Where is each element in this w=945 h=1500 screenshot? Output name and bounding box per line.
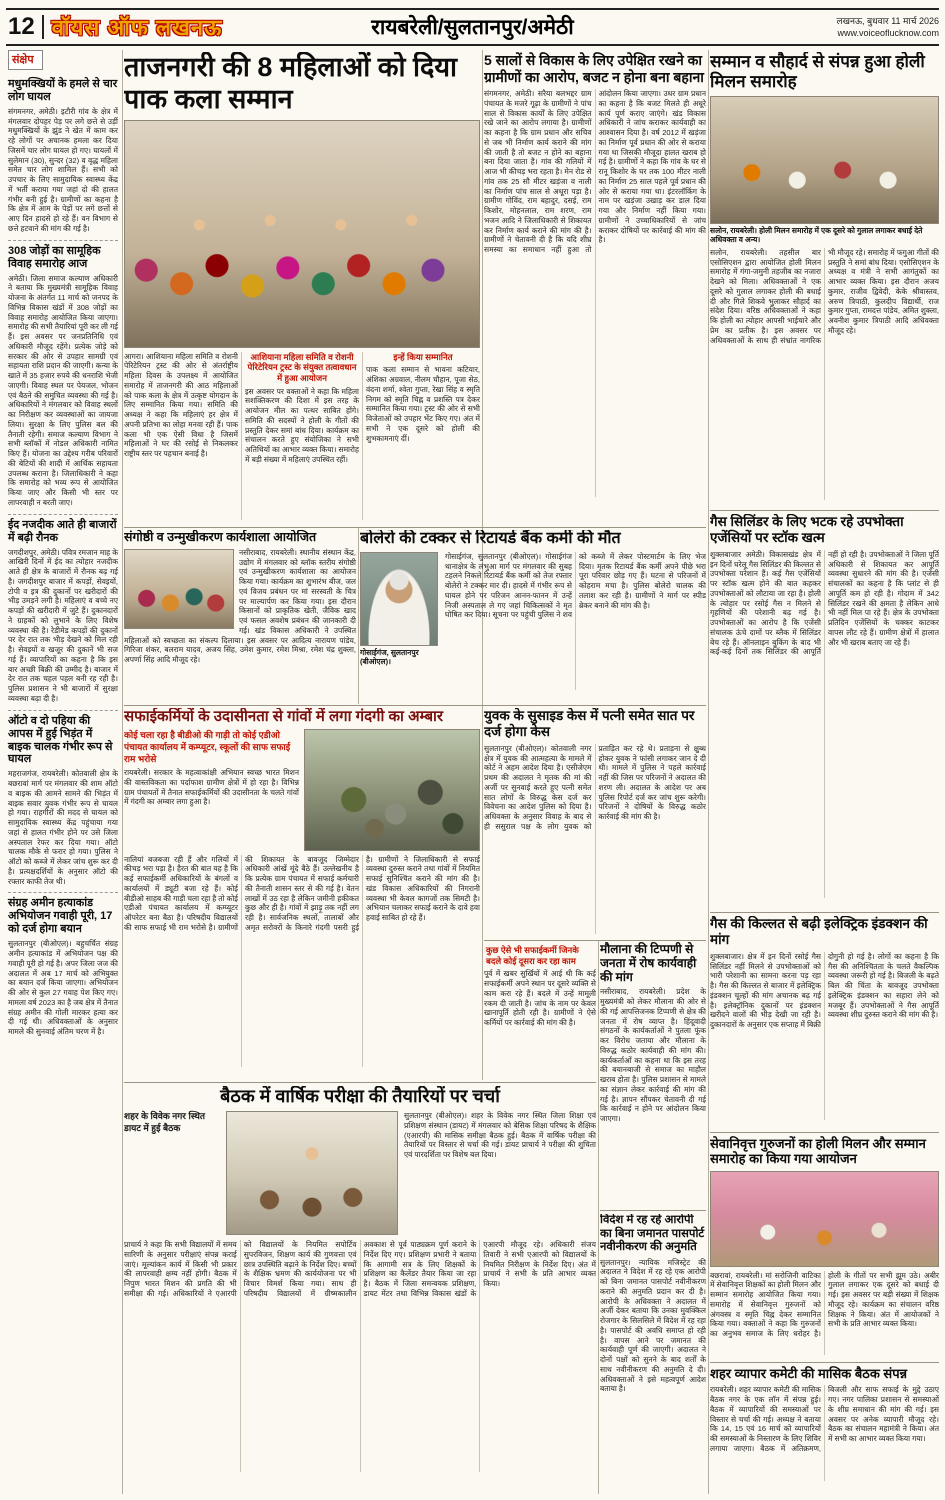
bolero-photo-caption: गोसाईगंज, सुलतानपुर (बीओएल)। [360,647,419,667]
lead-body [124,352,480,520]
article-seminar-workshop [124,530,356,702]
bank-retiree-portrait-photo [360,552,438,646]
briefs-section-label: संक्षेप [8,50,43,70]
section-divider [710,1362,939,1363]
trade-headline: शहर व्यापार कमेटी की मासिक बैठक संपन्न [710,1366,908,1381]
masthead-right [836,15,939,39]
lead-body-3: पाक कला सम्मान से भावना कटियार, अंशिका अग्रवाल, नीलम चौहान, पूजा सेठ, वंदना शर्मा, श्वेता गुप्ता, रेखा सिंह व स्मृति निगम को स्मृति चिह्न व प्रशस्ति पत्र देकर सम्मानित किया गया। ट्रस्ट की ओर से सभी विजेताओं को उपहार भेंट किए गए। अंत में सभी ने एक दूसरे को होली की शुभकामनाएं दीं। [366,365,480,443]
brief-body: महराजगंज, रायबरेली। कोतवाली क्षेत्र के बछरावां मार्ग पर मंगलवार की शाम ऑटो व बाइक की आमने सामने की भिड़ंत में बाइक सवार युवक गंभीर रूप से घायल हो गया। राहगीरों की मदद से घायल को सामुदायिक स्वास्थ्य केंद्र पहुंचाया गया जहां से हालत गंभीर होने पर उसे जिला अस्पताल रेफर कर दिया गया। ऑटो चालक मौके से फरार हो गया। पुलिस ने ऑटो को कब्जे में लेकर जांच शुरू कर दी है। प्रत्यक्षदर्शियों के अनुसार ऑटो की रफ्तार काफी तेज थी। [8,769,118,886]
seminar-photo [124,549,234,629]
column-rule [122,50,123,1494]
brief-body: संगमनगर, अमेठी। इटौरी गांव के क्षेत्र में मंगलवार दोपहर पेड़ पर लगे छत्ते से उड़ीं मधुमक्खियों के झुंड ने खेत में काम कर रहे लोगों पर अचानक हमला कर दिया जिसमें चार लोग घायल हो गए। घायलों में सुलेमान (30), सुन्दर (32) व वृद्ध महिला समेत चार लोग शामिल हैं। सभी को उपचार के लिए सामुदायिक स्वास्थ्य केंद्र में भर्ती कराया गया जहां दो की हालत गंभीर बनी हुई है। ग्रामीणों का कहना है कि क्षेत्र में आम के पेड़ों पर लगे छत्तों से आए दिन हादसे हो रहे हैं। वन विभाग से छत्ते हटवाने की मांग की गई है। [8,106,118,233]
gas2-headline: गैस की किल्लत से बढ़ी इलेक्ट्रिक इंडक्शन की मांग [710,916,928,947]
safai-headline: सफाईकर्मियों के उदासीनता से गांवों में लगा गंदगी का अम्बार [124,708,444,725]
article-sanitation-continued [484,942,596,1080]
safai-cont-subhead: कुछ ऐसे भी सफाईकर्मी जिनके बदले कोई दूसरा कर रहा काम [486,945,579,966]
cooking-award-group-photo [124,120,480,348]
classroom-meeting-photo [226,1111,398,1235]
paper-name: वॉयस ऑफ लखनऊ [51,15,223,40]
page-number: 12 [8,13,35,40]
sangoshthi-body [124,548,356,665]
holi-photo-caption: सलोन, रायबरेली। होली मिलन समारोह में एक दूसरे को गुलाल लगाकर बधाई देते अधिवक्ता व अन्य। [710,226,923,245]
article-maulana-remark [600,942,706,1208]
baithak-body: प्राचार्य ने कहा कि सभी विद्यालयों में समय सारिणी के अनुसार परीक्षाएं संपन्न कराई जाएं। मूल्यांकन कार्य में किसी भी प्रकार की लापरवाही क्षम्य नहीं होगी। बैठक में निपुण भारत मिशन की प्रगति की भी समीक्षा की गई। अधिकारियों ने एआरपी को विद्यालयों के नियमित सपोर्टिव सुपरविजन, शिक्षण कार्य की गुणवत्ता एवं छात्र उपस्थिति बढ़ाने के निर्देश दिए। बच्चों के शैक्षिक भ्रमण की कार्ययोजना पर भी विचार विमर्श किया गया। साथ ही परिषदीय विद्यालयों में ग्रीष्मकालीन अवकाश से पूर्व पाठ्यक्रम पूर्ण कराने के निर्देश दिए गए। प्रशिक्षण प्रभारी ने बताया कि आगामी सत्र के लिए शिक्षकों के प्रशिक्षण का कैलेंडर तैयार किया जा रहा है। बैठक में जिला समन्वयक प्रशिक्षण, डायट मेंटर तथा विभिन्न विकास खंडों के एआरपी मौजूद रहे। अधिकारी संजय तिवारी ने सभी एआरपी को विद्यालयों के नियमित निरीक्षण के निर्देश दिए। अंत में प्राचार्य ने सभी के प्रति आभार व्यक्त किया। [124,1240,596,1298]
article-sanitation-workers [124,708,480,1080]
article-gas-shortage [710,514,939,908]
safai-body: नालियां बजबजा रही हैं और गलियों में कीचड़ भरा पड़ा है। हैरत की बात यह है कि कई सफाईकर्मी अधिकारियों के बंगलों व कार्यालयों में ड्यूटी बजा रहे हैं। कोई बीडीओ साहब की गाड़ी चला रहा है तो कोई एडीओ पंचायत कार्यालय में कम्प्यूटर ऑपरेटर बना बैठा है। परिषदीय विद्यालयों की साफ सफाई भी राम भरोसे है। ग्रामीणों की शिकायत के बावजूद जिम्मेदार अधिकारी आंखें मूंदे बैठे हैं। उल्लेखनीय है कि प्रत्येक ग्राम पंचायत में सफाई कर्मचारी की तैनाती शासन स्तर से की गई है। वेतन लाखों में उठ रहा है लेकिन जमीनी हकीकत कुछ और ही है। गांवों में झाड़ू तक नहीं लग रही है। सार्वजनिक स्थलों, तालाबों और अमृत सरोवरों के किनारे गंदगी पसरी हुई है। ग्रामीणों ने जिलाधिकारी से सफाई व्यवस्था दुरुस्त कराने तथा गांवों में नियमित सफाई सुनिश्चित कराने की मांग की है। खंड विकास अधिकारियों की निगरानी व्यवस्था भी केवल कागजों तक सिमटी है। अभियान चलाकर सफाई कराने के दावे हवा हवाई साबित हो रहे हैं। [124,854,480,932]
sangoshthi-headline: संगोष्ठी व उन्मुखीकरण कार्यशाला आयोजित [124,530,317,544]
retired-teachers-photo [710,1171,939,1267]
gas1-body: शुक्लबाजार अमेठी। विकासखंड क्षेत्र में इन दिनों घरेलू गैस सिलिंडर की किल्लत से उपभोक्ता परेशान हैं। कई गैस एजेंसियों पर स्टॉक खत्म होने की बात कहकर उपभोक्ताओं को लौटाया जा रहा है। होली के त्योहार पर रसोई गैस न मिलने से गृहणियों की परेशानी बढ़ गई है। उपभोक्ताओं का आरोप है कि एजेंसी संचालक ऊंचे दामों पर ब्लैक में सिलिंडर बेच रहे हैं। ऑनलाइन बुकिंग के बाद भी कई-कई दिनों तक सिलिंडर की आपूर्ति नहीं हो रही है। उपभोक्ताओं ने जिला पूर्ति अधिकारी से शिकायत कर आपूर्ति व्यवस्था सुधारने की मांग की है। एजेंसी संचालकों का कहना है कि प्लांट से ही आपूर्ति कम हो रही है। गोदाम में 342 सिलिंडर रखने की क्षमता है लेकिन आधे भी नहीं मिल पा रहे हैं। क्षेत्र के उपभोक्ता प्रतिदिन एजेंसियों के चक्कर काटकर वापस लौट रहे हैं। ग्रामीण क्षेत्रों में हालात और भी खराब बताए जा रहे हैं। [710,549,939,657]
brief-item [8,74,118,240]
bolero-body: गोसाईगंज, सुलतानपुर (बीओएल)। गोसाईगंज थानाक्षेत्र के लंभुआ मार्ग पर मंगलवार की सुबह टहलने निकले रिटायर्ड बैंक कर्मी को तेज रफ्तार बोलेरो ने टक्कर मार दी। हादसे में गंभीर रूप से घायल होने पर परिजन आनन-फानन में उन्हें निजी अस्पताल ले गए जहां चिकित्सकों ने मृत घोषित कर दिया। सूचना पर पहुंची पुलिस ने शव को कब्जे में लेकर पोस्टमार्टम के लिए भेज दिया। मृतक रिटायर्ड बैंक कर्मी अपने पीछे भरा पूरा परिवार छोड़ गए हैं। घटना से परिजनों में कोहराम मचा है। पुलिस बोलेरो चालक की तलाश कर रही है। ग्रामीणों ने मार्ग पर स्पीड ब्रेकर बनाने की मांग की है। [445,551,706,620]
holi-headline: सम्मान व सौहार्द से संपन्न हुआ होली मिलन समारोह [710,52,925,92]
article-suicide-case [484,708,706,938]
section-divider [124,705,706,706]
lead-body-1: आगरा। आशियाना महिला समिति व रोशनी पेरिटेरियन ट्रस्ट की ओर से अंतर्राष्ट्रीय महिला दिवस के उपलक्ष्य में आयोजित समारोह में ताजनगरी की आठ महिलाओं को पाक कला के क्षेत्र में उत्कृष्ट योगदान के लिए सम्मानित किया गया। समिति की अध्यक्ष ने कहा कि महिलाएं हर क्षेत्र में अपनी प्रतिभा का लोहा मनवा रही हैं। पाक कला भी एक ऐसी विधा है जिसमें महिलाओं ने घर की रसोई से निकलकर राष्ट्रीय स्तर पर पहचान बनाई है। [124,351,238,459]
safai-body-start: रायबरेली। सरकार के महत्वाकांक्षी अभियान स्वच्छ भारत मिशन की वास्तविकता का पर्दाफाश ग्रामीण क्षेत्रों में हो रहा है। विभिन्न ग्राम पंचायतों में तैनात सफाईकर्मियों की उदासीनता के चलते गांवों में गंदगी का अम्बार लगा हुआ है। [124,768,299,807]
garbage-heap-photo [304,729,480,851]
vikas-headline: 5 सालों से विकास के लिए उपेक्षित रखने का ग्रामीणों का आरोप, बजट न होना बना बहाना [484,52,704,85]
safai-lede-block [124,729,299,851]
lead-headline: ताजनगरी की 8 महिलाओं को दिया पाक कला सम्मान [124,52,457,114]
article-cooking-award [124,52,480,524]
gas1-headline: गैस सिलिंडर के लिए भटक रहे उपभोक्ता एजेंसियों पर स्टॉक खत्म [710,514,904,545]
baithak-kicker: शहर के विवेक नगर स्थित डायट में हुई बैठक [124,1111,206,1133]
brief-body: जगदीशपुर, अमेठी। पवित्र रमजान माह के आखिरी दिनों में ईद का त्योहार नजदीक आते ही क्षेत्र के बाजारों में रौनक बढ़ गई है। जगदीशपुर बाजार में कपड़ों, सेवइयों, टोपी व इत्र की दुकानों पर खरीदारों की भीड़ उमड़ने लगी है। महिलाएं व बच्चे नए कपड़ों की खरीदारी में जुटे हैं। दुकानदारों ने ग्राहकों को लुभाने के लिए विशेष व्यवस्था की है। रेडीमेड कपड़ों की दुकानों पर देर रात तक भीड़ देखने को मिल रही है। सेवइयों व खजूर की दुकानें भी सज गई हैं। व्यापारियों का कहना है कि इस बार अच्छी बिक्री की उम्मीद है। बाजार में देर रात तक चहल पहल बनी रह रही है। पुलिस प्रशासन ने भी बाजारों में सुरक्षा व्यवस्था बढ़ा दी है। [8,547,118,703]
videsh-body: सुलतानपुर। न्यायिक मजिस्ट्रेट की अदालत ने विदेश में रह रहे एक आरोपी को बिना जमानत पासपोर्ट नवीनीकरण कराने की अनुमति प्रदान कर दी है। आरोपी के अधिवक्ता ने अदालत में अर्जी देकर बताया कि उनका मुवक्किल रोजगार के सिलसिले में विदेश में रह रहा है। पासपोर्ट की अवधि समाप्त हो रही है। वापस आने पर जमानत की कार्यवाही पूर्ण की जाएगी। अदालत ने दोनों पक्षों को सुनने के बाद शर्तों के साथ नवीनीकरण की अनुमति दे दी। अधिवक्ताओं ने इसे महत्वपूर्ण आदेश बताया है। [600,1257,706,1394]
sangoshthi-body-text: नसीराबाद, रायबरेली। स्थानीय संस्थान केंद्र, उद्योग में मंगलवार को ब्लॉक स्तरीय संगोष्ठी एवं उन्मुखीकरण कार्यशाला का आयोजन किया गया। कार्यक्रम का शुभारंभ बीज, जल एवं विजय प्रबंधन पर मां सरस्वती के चित्र पर माल्यार्पण कर किया गया। इस दौरान किसानों को प्राकृतिक खेती, जैविक खाद एवं फसल अवशेष प्रबंधन की जानकारी दी गई। खंड विकास अधिकारी ने उपस्थित महिलाओं को स्वच्छता का संकल्प दिलाया। इस अवसर पर आदित्य नारायण पांडेय, गिरिजा शंकर, बलराम यादव, अजय सिंह, उमेश कुमार, रमेश मिश्रा, रमेश चंद्र शुक्ला, अपर्णा सिंह आदि मौजूद रहे। [124,547,356,664]
lead-body-2: इस अवसर पर वक्ताओं ने कहा कि महिला सशक्तिकरण की दिशा में इस तरह के आयोजन मील का पत्थर साबित होंगे। समिति की सदस्यों ने होली के गीतों की प्रस्तुति देकर समां बांध दिया। कार्यक्रम का संचालन करते हुए संयोजिका ने सभी अतिथियों का आभार व्यक्त किया। समारोह में बड़ी संख्या में महिलाएं उपस्थित रहीं। [245,386,359,464]
guru-headline: सेवानिवृत्त गुरुजनों का होली मिलन और सम्मान समारोह का किया गया आयोजन [710,1136,926,1167]
article-exam-meeting [124,1086,596,1494]
videsh-headline: विदेश में रह रहे आरोपी का बिना जमानत पासपोर्ट नवीनीकरण की अनुमति [600,1214,705,1254]
article-village-development [484,52,706,524]
maulana-headline: मौलाना की टिप्पणी से जनता में रोष कार्यवाही की मांग [600,942,697,985]
bolero-headline: बोलेरो की टक्कर से रिटायर्ड बैंक कर्मी की मौत [360,530,621,547]
trade-body: रायबरेली। शहर व्यापार कमेटी की मासिक बैठक नगर के एक लॉन में संपन्न हुई। बैठक में व्यापारियों की समस्याओं पर विस्तार से चर्चा की गई। अध्यक्ष ने बताया कि 14, 15 एवं 16 मार्च को व्यापारियों की समस्याओं के निस्तारण के लिए शिविर लगाया जाएगा। बैठक में अतिक्रमण, बिजली और साफ सफाई के मुद्दे उठाए गए। नगर पालिका प्रशासन से समस्याओं के शीघ्र समाधान की मांग की गई। इस अवसर पर अनेक व्यापारी मौजूद रहे। बैठक का संचालन महामंत्री ने किया। अंत में सभी का आभार व्यक्त किया गया। [710,1385,939,1453]
briefs-column [6,50,120,1494]
brief-title: मधुमक्खियों के हमले से चार लोग घायल [8,78,118,103]
masthead-divider [42,15,44,39]
article-retired-teachers [710,1136,939,1358]
brief-title: 308 जोड़ों का सामूहिक विवाह समारोह आज [8,244,101,270]
suicide-body: सुलतानपुर (बीओएल)। कोतवाली नगर क्षेत्र में युवक की आत्महत्या के मामले में कोर्ट ने अहम आदेश दिया है। एसीजेएम प्रथम की अदालत ने मृतक की मां की अर्जी पर सुनवाई करते हुए पत्नी समेत सात लोगों के विरुद्ध केस दर्ज कर विवेचना का आदेश पुलिस को दिया है। अधिवक्ता के अनुसार विवाह के बाद से ही ससुराल पक्ष के लोग युवक को प्रताड़ित कर रहे थे। प्रताड़ना से क्षुब्ध होकर युवक ने फांसी लगाकर जान दे दी थी। मामले में पुलिस ने पहले कार्रवाई नहीं की जिस पर परिजनों ने अदालत की शरण ली। अदालत के आदेश पर अब पुलिस रिपोर्ट दर्ज कर जांच शुरू करेगी। परिजनों ने दोषियों के विरुद्ध कठोर कार्रवाई की मांग की है। [484,743,706,831]
section-divider [484,940,706,941]
column-rule [358,528,359,704]
masthead [6,8,939,46]
gas2-body: शुक्लबाजार। क्षेत्र में इन दिनों रसोई गैस सिलिंडर नहीं मिलने से उपभोक्ताओं को भारी परेशानी का सामना करना पड़ रहा है। गैस की किल्लत से बाजार में इलेक्ट्रिक इंडक्शन चूल्हों की मांग अचानक बढ़ गई है। इलेक्ट्रॉनिक दुकानों पर इंडक्शन खरीदने वालों की भीड़ देखी जा रही है। दुकानदारों के अनुसार एक सप्ताह में बिक्री दोगुनी हो गई है। लोगों का कहना है कि गैस की अनिश्चितता के चलते वैकल्पिक व्यवस्था जरूरी हो गई है। बिजली के बढ़ते बिल की चिंता के बावजूद उपभोक्ता इलेक्ट्रिक इंडक्शन का सहारा लेने को मजबूर हैं। उपभोक्ताओं ने गैस आपूर्ति व्यवस्था शीघ्र दुरुस्त कराने की मांग की है। [710,951,939,1030]
holi-body: सलोन, रायबरेली। तहसील बार एसोसिएशन द्वारा आयोजित होली मिलन समारोह में गंगा-जमुनी तहजीब का नजारा देखने को मिला। अधिवक्ताओं ने एक दूसरे को गुलाल लगाकर होली की बधाई दी और गिले शिकवे भुलाकर सौहार्द का संदेश दिया। वरिष्ठ अधिवक्ताओं ने कहा कि होली का त्योहार आपसी भाईचारे और प्रेम का प्रतीक है। इस अवसर पर अधिवक्ताओं के साथ ही संभ्रांत नागरिक भी मौजूद रहे। समारोह में फगुआ गीतों की प्रस्तुति ने समां बांध दिया। एसोसिएशन के अध्यक्ष व मंत्री ने सभी आगंतुकों का आभार व्यक्त किया। इस दौरान अजय कुमार, राजीव द्विवेदी, केके श्रीवास्तव, अरुण त्रिपाठी, कुलदीप विद्यार्थी, राज कुमार गुप्ता, रामदत्त पांडेय, अमित शुक्ला, अवनीश कुमार त्रिपाठी आदि अधिवक्ता मौजूद रहे। [710,247,939,345]
section-divider [710,912,939,913]
brief-item [8,240,118,514]
section-divider [124,1082,596,1083]
brief-title: ऑटो व दो पहिया की आपस में हुई भिड़ंत में बाइक चालक गंभीर रूप से घायल [8,714,113,766]
brief-body: अमेठी। जिला समाज कल्याण अधिकारी ने बताया कि मुख्यमंत्री सामूहिक विवाह योजना के अंतर्गत 11 मार्च को जनपद के विभिन्न विकास खंडों में 308 जोड़ों का विवाह समारोह आयोजित किया जाएगा। समारोह की सभी तैयारियां पूरी कर ली गई हैं। इस अवसर पर जनप्रतिनिधि एवं अधिकारी मौजूद रहेंगे। प्रत्येक जोड़े को सरकार की ओर से उपहार सामग्री एवं सहायता राशि प्रदान की जाएगी। कन्या के खाते में 35 हजार रुपये की धनराशि भेजी जाएगी। विवाह स्थल पर पेयजल, भोजन एवं बैठने की समुचित व्यवस्था की गई है। अधिकारियों ने मंगलवार को विवाह स्थलों का निरीक्षण कर व्यवस्थाओं का जायजा लिया। सुरक्षा के लिए पुलिस बल की तैनाती रहेगी। समाज कल्याण विभाग ने सभी ब्लॉकों में नोडल अधिकारी नामित किए हैं। योजना का उद्देश्य गरीब परिवारों की बेटियों की शादी में आर्थिक सहायता उपलब्ध कराना है। जिलाधिकारी ने कहा कि समारोह को भव्य रूप से आयोजित किया जाए और किसी भी स्तर पर लापरवाही न बरती जाए। [8,273,118,507]
column-rule [598,940,599,1494]
section-divider [124,527,706,528]
baithak-body-intro: सुलतानपुर (बीओएल)। शहर के विवेक नगर स्थित जिला शिक्षा एवं प्रशिक्षण संस्थान (डायट) में मंगलवार को बेसिक शिक्षा परिषद के शैक्षिक (एआरपी) की मासिक समीक्षा बैठक हुई। बैठक में वार्षिक परीक्षा की तैयारियों पर विस्तार से चर्चा की गई। डायट प्राचार्य ने परीक्षा की शुचिता एवं पारदर्शिता पर विशेष बल दिया। [404,1111,596,1160]
page-content [0,50,945,1494]
website-url: www.voiceoflucknow.com [837,28,939,38]
column-rule [708,50,709,1494]
article-holi-milan [710,52,939,508]
brief-item [8,514,118,710]
vikas-body: संगमनगर, अमेठी। सरैया बलभद्दर ग्राम पंचायत के मजरे गूढ़ा के ग्रामीणों ने पांच साल से विकास कार्यों के लिए उपेक्षित रखे जाने का आरोप लगाया है। ग्रामीणों का कहना है कि ग्राम प्रधान और सचिव से जब भी निर्माण कार्य कराने की मांग की जाती है तो बजट न होने का बहाना बना दिया जाता है। गांव की गलियों में आज भी कीचड़ भरा रहता है। मेन रोड से गांव तक 25 सौ मीटर खड़ंजा व नाली का निर्माण पांच साल से अधूरा पड़ा है। ग्रामीण गोविंद, राम बहादुर, दसई, राम किशोर, मोहनलाल, राम शरण, राम भजन आदि ने जिलाधिकारी से शिकायत कर निर्माण कार्य कराने की मांग की है। ग्रामीणों ने चेतावनी दी है कि यदि शीघ्र समस्या का समाधान नहीं हुआ तो आंदोलन किया जाएगा। उधर ग्राम प्रधान का कहना है कि बजट मिलते ही अधूरे कार्य पूर्ण कराए जाएंगे। खंड विकास अधिकारी ने जांच कराकर कार्यवाही का आश्वासन दिया है। वर्ष 2012 में खड़ंजा का निर्माण पूर्व प्रधान की ओर से कराया गया था जिसकी मौजूदा हालत खराब हो गई है। ग्रामीणों ने कहा कि गांव के घर से रानू किशोर के घर तक 100 मीटर नाली का निर्माण 25 साल पहले पूर्व प्रधान की ओर से कराया गया था। इंटरलॉकिंग के नाम पर खड़ंजा उखाड़ कर डाल दिया गया और निर्माण नहीं किया गया। ग्रामीणों ने उच्चाधिकारियों से जांच कराकर दोषियों पर कार्रवाई की मांग की है। [484,89,706,255]
bolero-photo-block [360,552,440,690]
date-line: लखनऊ, बुधवार 11 मार्च 2026 [836,15,939,26]
guru-body: बछरावां, रायबरेली। मां सरोजिनी वाटिका में सेवानिवृत्त शिक्षकों का होली मिलन और सम्मान समारोह आयोजित किया गया। समारोह में सेवानिवृत्त गुरुजनों को अंगवस्त्र व स्मृति चिह्न देकर सम्मानित किया गया। वक्ताओं ने कहा कि गुरुजनों का अनुभव समाज के लिए धरोहर है। होली के गीतों पर सभी झूम उठे। अबीर गुलाल लगाकर एक दूसरे को बधाई दी गई। इस अवसर पर बड़ी संख्या में शिक्षक मौजूद रहे। कार्यक्रम का संचालन वरिष्ठ शिक्षक ने किया। अंत में आयोजकों ने सभी के प्रति आभार व्यक्त किया। [710,1270,939,1339]
suicide-headline: युवक के सुसाइड केस में पत्नी समेत सात पर दर्ज होगा केस [484,708,695,739]
article-bolero-accident [360,530,706,702]
maulana-body: नसीराबाद, रायबरेली। प्रदेश के मुख्यमंत्री को लेकर मौलाना की ओर से की गई आपत्तिजनक टिप्पणी से क्षेत्र की जनता में रोष व्याप्त है। हिंदूवादी संगठनों के कार्यकर्ताओं ने पुतला फूंक कर विरोध जताया और मौलाना के विरुद्ध कठोर कार्यवाही की मांग की। कार्यकर्ताओं का कहना था कि इस तरह की बयानबाजी से समाज का माहौल खराब होता है। पुलिस प्रशासन से मामले का संज्ञान लेकर कार्रवाई की मांग की गई है। ज्ञापन सौंपकर चेतावनी दी गई कि कार्रवाई न होने पर आंदोलन किया जाएगा। [600,987,706,1124]
edition-title: रायबरेली/सुलतानपुर/अमेठी [371,16,574,39]
section-divider [710,510,939,511]
lead-subhead-2: इन्हें किया सम्मानित [393,351,453,362]
baithak-headline: बैठक में वार्षिक परीक्षा की तैयारियों पर चर्चा [220,1086,500,1106]
safai-cont-body: पूर्व में खबर सुर्खियों में आई थी कि कई सफाईकर्मी अपने स्थान पर दूसरे व्यक्ति से काम करा रहे हैं। बदले में उन्हें मामूली रकम दी जाती है। जांच के नाम पर केवल खानापूर्ति होती रही है। ग्रामीणों ने ऐसे कर्मियों पर कार्रवाई की मांग की है। [484,969,596,1027]
brief-title: संग्रह अमीन हत्याकांड अभियोजन गवाही पूरी, 17 को दर्ज होगा बयान [8,897,113,936]
section-divider [710,1132,939,1133]
brief-item [8,710,118,893]
lead-subhead-1: आशियाना महिला समिति व रोशनी पेरिटेरियन ट्रस्ट के संयुक्त तत्वावधान में हुआ आयोजन [247,351,357,383]
article-passport-renewal [600,1214,706,1494]
brief-title: ईद नजदीक आते ही बाजारों में बढ़ी रौनक [8,518,117,544]
holi-milan-photo [710,96,939,224]
brief-item [8,892,118,1042]
section-divider [600,1210,706,1211]
article-induction-demand [710,916,939,1128]
article-trade-committee [710,1366,939,1494]
safai-lede: कोई चला रहा है बीडीओ की गाड़ी तो कोई एडीओ पंचायत कार्यालय में कम्प्यूटर, स्कूलों की साफ सफाई राम भरोसे [124,729,291,764]
brief-body: सुलतानपुर (बीओएल)। बहुचर्चित संग्रह अमीन हत्याकांड में अभियोजन पक्ष की गवाही पूरी हो गई है। अपर जिला जज की अदालत में अब 17 मार्च को अभियुक्त का बयान दर्ज किया जाएगा। अभियोजन की ओर से कुल 27 गवाह पेश किए गए। मामला वर्ष 2023 का है जब क्षेत्र में तैनात संग्रह अमीन की गोली मारकर हत्या कर दी गई थी। अधिवक्ताओं के अनुसार मामले की सुनवाई अंतिम चरण में है। [8,939,118,1037]
